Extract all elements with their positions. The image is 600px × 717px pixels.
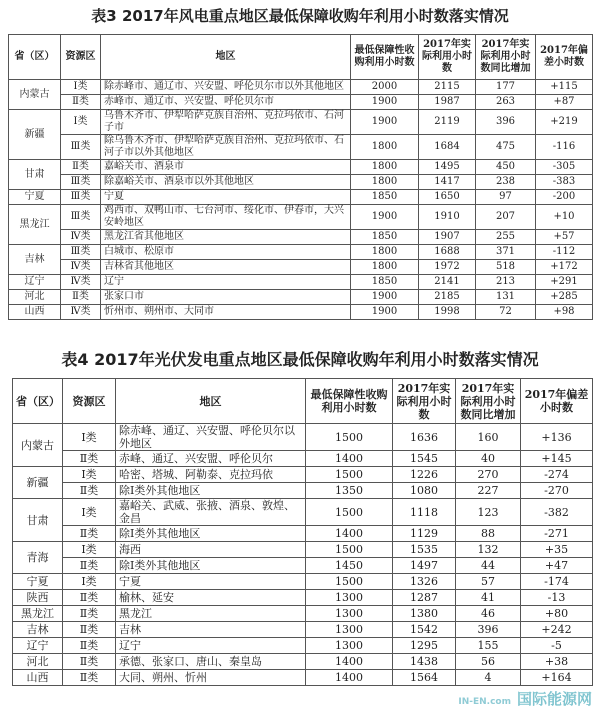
actual-hours-cell: 1495 xyxy=(419,160,476,175)
yoy-cell: 88 xyxy=(456,526,521,542)
actual-hours-cell: 1542 xyxy=(393,622,456,638)
header-province: 省（区） xyxy=(13,379,63,424)
province-cell: 陕西 xyxy=(13,590,63,606)
province-cell: 吉林 xyxy=(9,245,61,275)
province-cell: 宁夏 xyxy=(13,574,63,590)
min-hours-cell: 1500 xyxy=(306,574,393,590)
deviation-cell: -383 xyxy=(536,175,593,190)
header-min-hours: 最低保障性收购利用小时数 xyxy=(306,379,393,424)
deviation-cell: +242 xyxy=(521,622,593,638)
deviation-cell: -200 xyxy=(536,190,593,205)
province-cell: 山西 xyxy=(9,305,61,320)
zone-cell: Ⅱ类 xyxy=(63,638,116,654)
table-row xyxy=(13,467,593,483)
yoy-cell: 396 xyxy=(476,110,536,135)
min-hours-cell: 1850 xyxy=(351,230,419,245)
deviation-cell: +115 xyxy=(536,80,593,95)
yoy-cell: 371 xyxy=(476,245,536,260)
area-cell: 哈密、塔城、阿勒泰、克拉玛依 xyxy=(116,467,306,483)
actual-hours-cell: 1688 xyxy=(419,245,476,260)
min-hours-cell: 1900 xyxy=(351,95,419,110)
area-cell: 宁夏 xyxy=(116,574,306,590)
deviation-cell: -305 xyxy=(536,160,593,175)
table-row xyxy=(13,590,593,606)
table-row xyxy=(13,606,593,622)
actual-hours-cell: 2115 xyxy=(419,80,476,95)
deviation-cell: -112 xyxy=(536,245,593,260)
table-row xyxy=(13,670,593,686)
zone-cell: Ⅲ类 xyxy=(61,245,101,260)
yoy-cell: 270 xyxy=(456,467,521,483)
deviation-cell: +35 xyxy=(521,542,593,558)
yoy-cell: 57 xyxy=(456,574,521,590)
deviation-cell: +10 xyxy=(536,205,593,230)
deviation-cell: +98 xyxy=(536,305,593,320)
actual-hours-cell: 1535 xyxy=(393,542,456,558)
deviation-cell: +47 xyxy=(521,558,593,574)
min-hours-cell: 1300 xyxy=(306,606,393,622)
area-cell: 大同、朔州、忻州 xyxy=(116,670,306,686)
header-row xyxy=(9,35,593,80)
actual-hours-cell: 1907 xyxy=(419,230,476,245)
deviation-cell: -270 xyxy=(521,483,593,499)
min-hours-cell: 1500 xyxy=(306,424,393,451)
yoy-cell: 263 xyxy=(476,95,536,110)
table-row xyxy=(9,190,593,205)
zone-cell: Ⅰ类 xyxy=(63,574,116,590)
table-row xyxy=(13,622,593,638)
province-cell: 山西 xyxy=(13,670,63,686)
area-cell: 辽宁 xyxy=(101,275,351,290)
table-row xyxy=(13,654,593,670)
yoy-cell: 4 xyxy=(456,670,521,686)
province-cell: 辽宁 xyxy=(13,638,63,654)
actual-hours-cell: 1910 xyxy=(419,205,476,230)
province-cell: 黑龙江 xyxy=(9,205,61,245)
table-row xyxy=(9,80,593,95)
min-hours-cell: 1500 xyxy=(306,499,393,526)
yoy-cell: 213 xyxy=(476,275,536,290)
min-hours-cell: 1850 xyxy=(351,275,419,290)
yoy-cell: 177 xyxy=(476,80,536,95)
table-row xyxy=(13,526,593,542)
table-row xyxy=(13,483,593,499)
deviation-cell: -271 xyxy=(521,526,593,542)
yoy-cell: 41 xyxy=(456,590,521,606)
header-row xyxy=(13,379,593,424)
yoy-cell: 44 xyxy=(456,558,521,574)
area-cell: 宁夏 xyxy=(101,190,351,205)
header-actual-hours: 2017年实际利用小时数 xyxy=(419,35,476,80)
table-row xyxy=(13,558,593,574)
deviation-cell: +87 xyxy=(536,95,593,110)
table-row xyxy=(9,205,593,230)
area-cell: 赤峰市、通辽市、兴安盟、呼伦贝尔市 xyxy=(101,95,351,110)
min-hours-cell: 1400 xyxy=(306,451,393,467)
header-actual-hours: 2017年实际利用小时数 xyxy=(393,379,456,424)
deviation-cell: -13 xyxy=(521,590,593,606)
table-row xyxy=(13,542,593,558)
zone-cell: Ⅱ类 xyxy=(63,558,116,574)
min-hours-cell: 1500 xyxy=(306,467,393,483)
actual-hours-cell: 1636 xyxy=(393,424,456,451)
min-hours-cell: 1400 xyxy=(306,670,393,686)
area-cell: 除赤峰市、通辽市、兴安盟、呼伦贝尔市以外其他地区 xyxy=(101,80,351,95)
min-hours-cell: 1800 xyxy=(351,175,419,190)
actual-hours-cell: 1129 xyxy=(393,526,456,542)
area-cell: 黑龙江省其他地区 xyxy=(101,230,351,245)
area-cell: 黑龙江 xyxy=(116,606,306,622)
min-hours-cell: 1350 xyxy=(306,483,393,499)
actual-hours-cell: 1226 xyxy=(393,467,456,483)
zone-cell: Ⅱ类 xyxy=(63,526,116,542)
min-hours-cell: 1450 xyxy=(306,558,393,574)
min-hours-cell: 2000 xyxy=(351,80,419,95)
province-cell: 吉林 xyxy=(13,622,63,638)
zone-cell: Ⅰ类 xyxy=(63,424,116,451)
table-row xyxy=(9,175,593,190)
province-cell: 宁夏 xyxy=(9,190,61,205)
table-row xyxy=(9,95,593,110)
min-hours-cell: 1800 xyxy=(351,160,419,175)
zone-cell: Ⅳ类 xyxy=(61,305,101,320)
area-cell: 乌鲁木齐市、伊犁哈萨克族自治州、克拉玛依市、石河子市 xyxy=(101,110,351,135)
header-deviation: 2017年偏差小时数 xyxy=(536,35,593,80)
table-row xyxy=(9,135,593,160)
zone-cell: Ⅰ类 xyxy=(61,110,101,135)
header-yoy-increase: 2017年实际利用小时数同比增加 xyxy=(456,379,521,424)
zone-cell: Ⅰ类 xyxy=(63,467,116,483)
area-cell: 除乌鲁木齐市、伊犁哈萨克族自治州、克拉玛依市、石河子市以外其他地区 xyxy=(101,135,351,160)
zone-cell: Ⅳ类 xyxy=(61,275,101,290)
yoy-cell: 475 xyxy=(476,135,536,160)
table-row xyxy=(9,245,593,260)
zone-cell: Ⅲ类 xyxy=(61,135,101,160)
area-cell: 张家口市 xyxy=(101,290,351,305)
area-cell: 除嘉峪关市、酒泉市以外其他地区 xyxy=(101,175,351,190)
table-row xyxy=(13,424,593,451)
area-cell: 吉林 xyxy=(116,622,306,638)
table-row xyxy=(13,499,593,526)
table-row xyxy=(13,638,593,654)
actual-hours-cell: 1438 xyxy=(393,654,456,670)
min-hours-cell: 1300 xyxy=(306,590,393,606)
deviation-cell: -116 xyxy=(536,135,593,160)
header-zone: 资源区 xyxy=(63,379,116,424)
area-cell: 赤峰、通辽、兴安盟、呼伦贝尔 xyxy=(116,451,306,467)
table3-wind-power xyxy=(8,34,593,320)
deviation-cell: +172 xyxy=(536,260,593,275)
table-row xyxy=(9,260,593,275)
zone-cell: Ⅰ类 xyxy=(63,499,116,526)
header-province: 省（区） xyxy=(9,35,61,80)
min-hours-cell: 1500 xyxy=(306,542,393,558)
header-area: 地区 xyxy=(116,379,306,424)
deviation-cell: +291 xyxy=(536,275,593,290)
table-row xyxy=(9,230,593,245)
area-cell: 榆林、延安 xyxy=(116,590,306,606)
actual-hours-cell: 2185 xyxy=(419,290,476,305)
actual-hours-cell: 1564 xyxy=(393,670,456,686)
province-cell: 河北 xyxy=(9,290,61,305)
zone-cell: Ⅳ类 xyxy=(61,230,101,245)
province-cell: 黑龙江 xyxy=(13,606,63,622)
yoy-cell: 97 xyxy=(476,190,536,205)
table4-title: 表4 2017年光伏发电重点地区最低保障收购年利用小时数落实情况 xyxy=(61,350,539,369)
deviation-cell: -174 xyxy=(521,574,593,590)
province-cell: 河北 xyxy=(13,654,63,670)
zone-cell: Ⅲ类 xyxy=(61,190,101,205)
min-hours-cell: 1900 xyxy=(351,305,419,320)
actual-hours-cell: 1972 xyxy=(419,260,476,275)
actual-hours-cell: 1380 xyxy=(393,606,456,622)
area-cell: 吉林省其他地区 xyxy=(101,260,351,275)
area-cell: 除Ⅰ类外其他地区 xyxy=(116,483,306,499)
zone-cell: Ⅱ类 xyxy=(63,654,116,670)
yoy-cell: 72 xyxy=(476,305,536,320)
area-cell: 辽宁 xyxy=(116,638,306,654)
min-hours-cell: 1850 xyxy=(351,190,419,205)
min-hours-cell: 1300 xyxy=(306,638,393,654)
yoy-cell: 518 xyxy=(476,260,536,275)
yoy-cell: 40 xyxy=(456,451,521,467)
actual-hours-cell: 2141 xyxy=(419,275,476,290)
actual-hours-cell: 1326 xyxy=(393,574,456,590)
header-yoy-increase: 2017年实际利用小时数同比增加 xyxy=(476,35,536,80)
watermark-logo xyxy=(0,686,600,717)
deviation-cell: +219 xyxy=(536,110,593,135)
header-area: 地区 xyxy=(101,35,351,80)
yoy-cell: 450 xyxy=(476,160,536,175)
area-cell: 白城市、松原市 xyxy=(101,245,351,260)
table3-title: 表3 2017年风电重点地区最低保障收购年利用小时数落实情况 xyxy=(91,7,509,25)
zone-cell: Ⅱ类 xyxy=(61,160,101,175)
yoy-cell: 255 xyxy=(476,230,536,245)
actual-hours-cell: 1080 xyxy=(393,483,456,499)
province-cell: 新疆 xyxy=(9,110,61,160)
actual-hours-cell: 1295 xyxy=(393,638,456,654)
area-cell: 鸡西市、双鸭山市、七台河市、绥化市、伊春市，大兴安岭地区 xyxy=(101,205,351,230)
deviation-cell: +164 xyxy=(521,670,593,686)
watermark-text: 国际能源网 xyxy=(516,690,592,708)
zone-cell: Ⅱ类 xyxy=(63,670,116,686)
table-row xyxy=(9,110,593,135)
deviation-cell: +145 xyxy=(521,451,593,467)
actual-hours-cell: 1998 xyxy=(419,305,476,320)
table-row xyxy=(13,451,593,467)
zone-cell: Ⅲ类 xyxy=(61,205,101,230)
actual-hours-cell: 1118 xyxy=(393,499,456,526)
zone-cell: Ⅰ类 xyxy=(61,80,101,95)
watermark-sub: IN-EN.com xyxy=(458,697,511,707)
yoy-cell: 238 xyxy=(476,175,536,190)
province-cell: 青海 xyxy=(13,542,63,574)
min-hours-cell: 1800 xyxy=(351,245,419,260)
deviation-cell: +80 xyxy=(521,606,593,622)
zone-cell: Ⅱ类 xyxy=(63,622,116,638)
yoy-cell: 46 xyxy=(456,606,521,622)
actual-hours-cell: 1987 xyxy=(419,95,476,110)
province-cell: 甘肃 xyxy=(13,499,63,542)
area-cell: 除赤峰、通辽、兴安盟、呼伦贝尔以外地区 xyxy=(116,424,306,451)
area-cell: 海西 xyxy=(116,542,306,558)
min-hours-cell: 1900 xyxy=(351,205,419,230)
zone-cell: Ⅱ类 xyxy=(61,95,101,110)
actual-hours-cell: 1497 xyxy=(393,558,456,574)
area-cell: 忻州市、朔州市、大同市 xyxy=(101,305,351,320)
zone-cell: Ⅱ类 xyxy=(63,590,116,606)
zone-cell: Ⅳ类 xyxy=(61,260,101,275)
actual-hours-cell: 1545 xyxy=(393,451,456,467)
zone-cell: Ⅲ类 xyxy=(61,175,101,190)
yoy-cell: 160 xyxy=(456,424,521,451)
min-hours-cell: 1800 xyxy=(351,260,419,275)
min-hours-cell: 1900 xyxy=(351,110,419,135)
deviation-cell: +38 xyxy=(521,654,593,670)
area-cell: 除Ⅰ类外其他地区 xyxy=(116,526,306,542)
actual-hours-cell: 1684 xyxy=(419,135,476,160)
table-row xyxy=(13,574,593,590)
header-deviation: 2017年偏差小时数 xyxy=(521,379,593,424)
deviation-cell: +285 xyxy=(536,290,593,305)
yoy-cell: 207 xyxy=(476,205,536,230)
actual-hours-cell: 1287 xyxy=(393,590,456,606)
province-cell: 新疆 xyxy=(13,467,63,499)
yoy-cell: 132 xyxy=(456,542,521,558)
area-cell: 承德、张家口、唐山、秦皇岛 xyxy=(116,654,306,670)
province-cell: 辽宁 xyxy=(9,275,61,290)
min-hours-cell: 1400 xyxy=(306,654,393,670)
area-cell: 除Ⅰ类外其他地区 xyxy=(116,558,306,574)
actual-hours-cell: 1417 xyxy=(419,175,476,190)
deviation-cell: +136 xyxy=(521,424,593,451)
min-hours-cell: 1900 xyxy=(351,290,419,305)
deviation-cell: -382 xyxy=(521,499,593,526)
header-min-hours: 最低保障性收购利用小时数 xyxy=(351,35,419,80)
deviation-cell: -274 xyxy=(521,467,593,483)
table-row xyxy=(9,275,593,290)
yoy-cell: 155 xyxy=(456,638,521,654)
actual-hours-cell: 2119 xyxy=(419,110,476,135)
area-cell: 嘉峪关、武威、张掖、酒泉、敦煌、金昌 xyxy=(116,499,306,526)
area-cell: 嘉峪关市、酒泉市 xyxy=(101,160,351,175)
yoy-cell: 131 xyxy=(476,290,536,305)
table-row xyxy=(9,160,593,175)
deviation-cell: -5 xyxy=(521,638,593,654)
yoy-cell: 56 xyxy=(456,654,521,670)
table-row xyxy=(9,305,593,320)
table-row xyxy=(9,290,593,305)
zone-cell: Ⅱ类 xyxy=(61,290,101,305)
province-cell: 内蒙古 xyxy=(9,80,61,110)
yoy-cell: 227 xyxy=(456,483,521,499)
header-zone: 资源区 xyxy=(61,35,101,80)
zone-cell: Ⅱ类 xyxy=(63,483,116,499)
actual-hours-cell: 1650 xyxy=(419,190,476,205)
min-hours-cell: 1800 xyxy=(351,135,419,160)
province-cell: 内蒙古 xyxy=(13,424,63,467)
table4-solar-power xyxy=(12,378,593,686)
yoy-cell: 123 xyxy=(456,499,521,526)
min-hours-cell: 1400 xyxy=(306,526,393,542)
deviation-cell: +57 xyxy=(536,230,593,245)
zone-cell: Ⅱ类 xyxy=(63,606,116,622)
zone-cell: Ⅰ类 xyxy=(63,542,116,558)
yoy-cell: 396 xyxy=(456,622,521,638)
province-cell: 甘肃 xyxy=(9,160,61,190)
min-hours-cell: 1300 xyxy=(306,622,393,638)
zone-cell: Ⅱ类 xyxy=(63,451,116,467)
